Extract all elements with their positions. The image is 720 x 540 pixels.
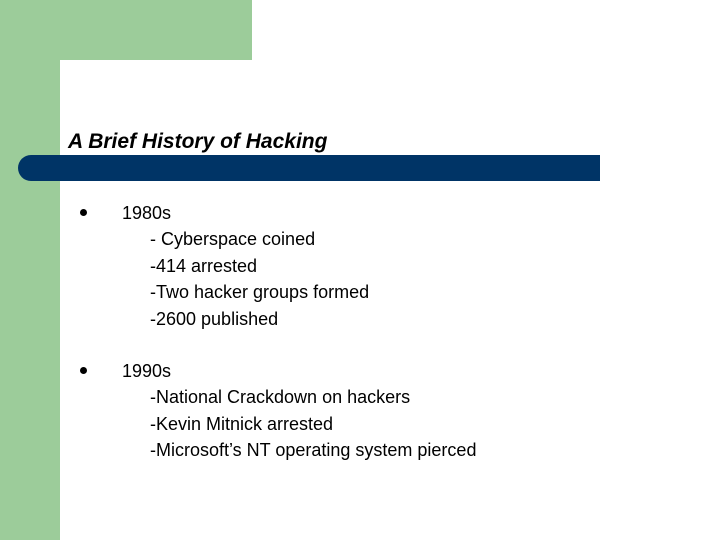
bullet-item-1990s [78, 358, 476, 464]
slide-title: A Brief History of Hacking [68, 130, 328, 153]
bullet-heading: 1990s [122, 361, 172, 381]
bullet-item-1980s [78, 200, 476, 332]
sub-point: -414 arrested [150, 255, 258, 276]
sub-point: -Two hacker groups formed [150, 282, 370, 302]
bullet-dot-icon [80, 367, 87, 374]
rounded-corner [60, 60, 120, 120]
bullet-dot-icon [80, 209, 87, 216]
title-underline-bar [18, 155, 600, 181]
sub-point: - Cyberspace coined [150, 229, 316, 249]
sub-point: -National Crackdown on hackers [150, 387, 411, 407]
sub-point: -Microsoft’s NT operating system pierced [150, 440, 477, 460]
bullet-list [78, 200, 476, 490]
green-top-band [0, 0, 252, 60]
green-side-band [0, 0, 60, 540]
sub-point: -Kevin Mitnick arrested [150, 413, 334, 434]
bullet-heading: 1980s [122, 203, 172, 223]
sub-point: -2600 published [150, 308, 279, 329]
